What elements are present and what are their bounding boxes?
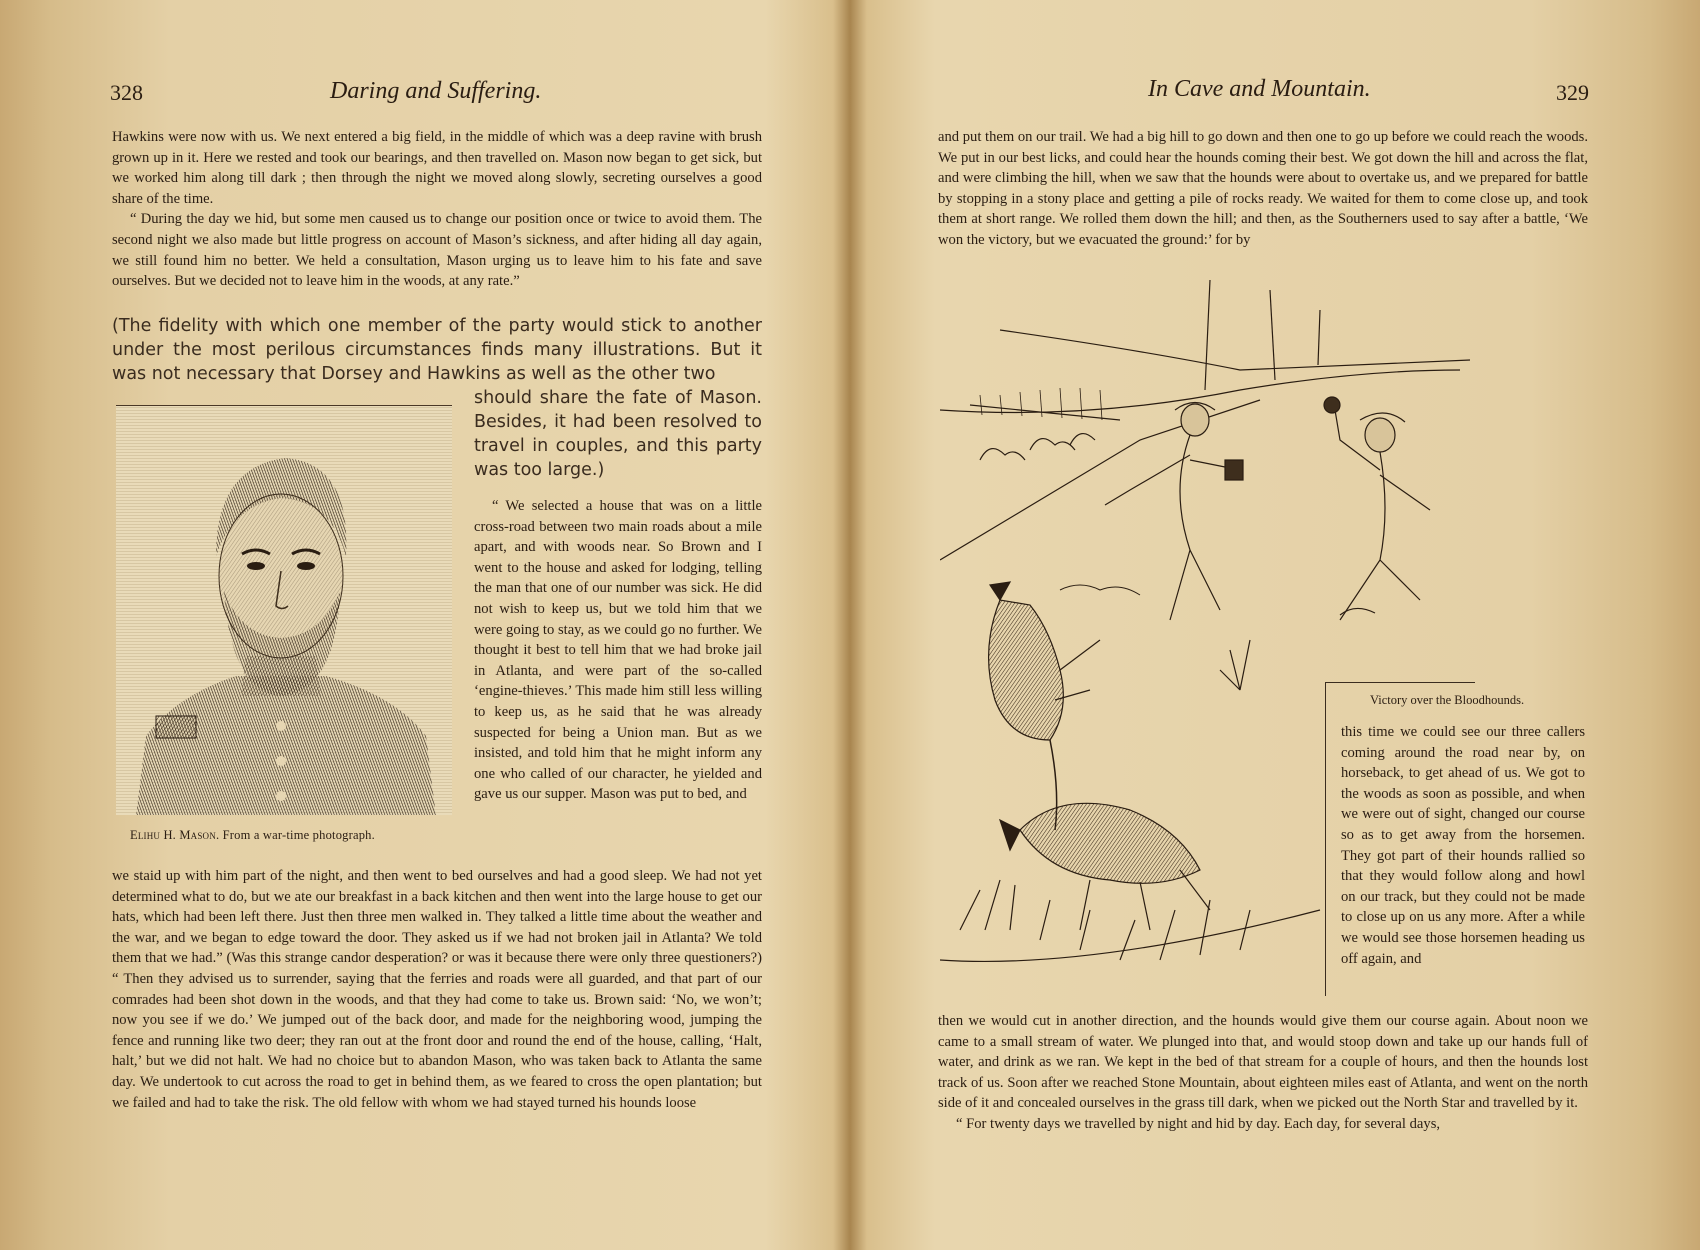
large-text-narrow: should share the fate of Mason. Besides, it had been resolved to travel in couples, and this party was too large.) <box>474 388 762 480</box>
page-number: 329 <box>1556 80 1589 105</box>
portrait-drawing <box>116 406 452 815</box>
paragraph: this time we could see our three callers coming around the road near by, on horseback, to get ahead of us. We got to the woods as soon as possible, and when we were out of sight, changed our course so as to get away from the horsemen. They got part of their hounds rallied so that they would follow along and howl on our track, but they could not be made to close up on us any more. After a while we would see those horsemen heading us off again, and <box>1341 724 1585 967</box>
paragraph: “ For twenty days we travelled by night and hid by day. Each day, for several days, <box>956 1115 1441 1132</box>
top-text-block <box>112 127 762 292</box>
right-bottom-text-block <box>938 1011 1588 1135</box>
bottom-text-block <box>112 866 762 1113</box>
paragraph: “ During the day we hid, but some men caused us to change our position once or twice to avoid them. The second night we also made but little progress on account of Mason’s sickness, and after hiding all day again, we still found him no better. We held a consultation, Mason urging us to leave him to his fate and save ourselves. But we decided not to leave him in the woods, at any rate.” <box>112 211 762 290</box>
caption-note: From a war-time photograph. <box>222 828 375 842</box>
paragraph: “ We selected a house that was on a little cross-road between two main roads about a mile apart, and with woods near. So Brown and I went to the house and asked for lodging, telling the man that one of our number was sick. He did not wish to keep us, but we told him that we were going to stay, as we could go no further. We thought it best to tell him that we had broke jail in Atlanta, and were part of the so-called ‘engine-thieves.’ This made him still less willing to keep us, as he said that he was already suspected for being a Union man. But as we insisted, and told him that he might inform any one who called of our character, he yielded and gave us our supper. Mason was put to bed, and <box>474 498 762 803</box>
portrait-engraving <box>116 405 452 815</box>
large-text-full-width: (The fidelity with which one member of the party would stick to another under the most perilous circumstances finds many illustrations. But it was not necessary that Dorsey and Hawkins as well as the other two <box>112 316 762 384</box>
caption-name: Elihu H. Mason. <box>130 828 220 842</box>
narrow-text-block <box>474 496 762 805</box>
running-title: In Cave and Mountain. <box>1148 76 1371 102</box>
illustration-rule <box>1325 682 1475 683</box>
running-title: Daring and Suffering. <box>330 78 542 104</box>
portrait-caption <box>130 828 375 843</box>
right-narrow-text-block <box>1341 722 1585 969</box>
illustration-caption: Victory over the Bloodhounds. <box>1370 693 1525 707</box>
top-text-block <box>938 127 1588 251</box>
page-number: 328 <box>110 80 143 105</box>
paragraph: Hawkins were now with us. We next entered a big field, in the middle of which was a deep ravine with brush grown up in it. Here we rested and took our bearings, and then travelled on. Mason now began to get sick, but we worked him along till dark ; then through the night we moved along slowly, secreting ourselves a good share of the time. <box>112 129 762 207</box>
illustration-rule <box>1325 682 1326 996</box>
paragraph: we staid up with him part of the night, and then went to bed ourselves and had a good sleep. We had not yet determined what to do, but we ate our breakfast in a back kitchen and then went into the large house to get our hats, which had been left there. Just then three men walked in. They talked a little time about the weather and the war, and we began to edge toward the door. They asked us if we had not broken jail in Atlanta? We told them that we had.” (Was this strange candor desperation? or was it because there were only three questioners?) “ Then they advised us to surrender, saying that the ferries and roads were all guarded, and that part of our comrades had been shot down in the woods, and that they had come to take us. Brown said: ‘No, we won’t; now you see if we do.’ We jumped out of the back door, and made for the neighboring wood, jumping the fence and running like two deer; they ran out at the front door and round the end of the house, calling, ‘Halt, halt,’ but we did not halt. We had no choice but to abandon Mason, who was taken back to Atlanta the same day. We undertook to cut across the road to get in behind them, as we feared to cross the open plantation; but we failed and had to take the risk. The old fellow with whom we had stayed turned his hounds loose <box>112 868 762 1111</box>
paragraph: and put them on our trail. We had a big hill to go down and then one to go up before we could reach the woods. We put in our best licks, and could hear the hounds coming their best. We got down the hill and across the flat, and were climbing the hill, when we saw that the hounds were about to overtake us, and we prepared for battle by stopping in a stony place and getting a pile of rocks ready. We waited for them to come close up, and took them at short range. We rolled them down the hill; and then, as the Southerners used to say after a battle, ‘We won the victory, but we evacuated the ground:’ for by <box>938 129 1588 248</box>
paragraph: then we would cut in another direction, and the hounds would give them our course again. About noon we came to a small stream of water. We plunged into that, and would stoop down and take up our hands full of water, and drink as we ran. We kept in the bed of that stream for a couple of hours, and then the hounds lost track of us. Soon after we reached Stone Mountain, about eighteen miles east of Atlanta, and went on the north side of it and concealed ourselves in the grass till dark, when we picked out the North Star and travelled by it. <box>938 1013 1588 1112</box>
